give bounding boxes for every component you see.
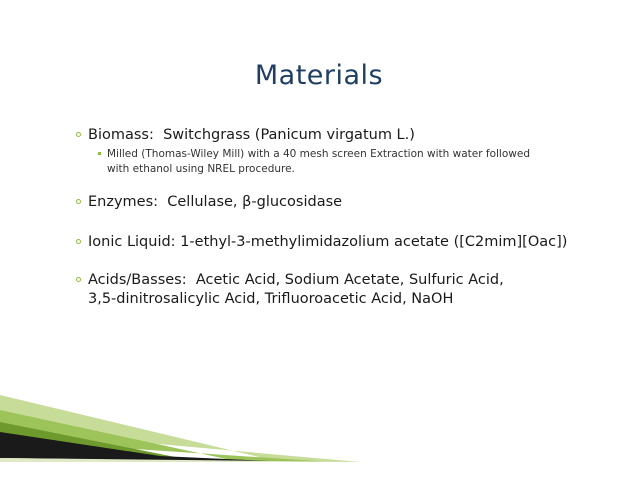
- bullet-text-line-2: 3,5-dinitrosalicylic Acid, Trifluoroacetic Acid, NaOH: [88, 291, 454, 307]
- bullet-circle-icon: [76, 132, 81, 137]
- sub-bullet-line-1: Milled (Thomas-Wiley Mill) with a 40 mesh screen Extraction with water followed: [107, 148, 530, 160]
- bullet-enzymes: [88, 193, 342, 212]
- bullet-text: Acetic Acid, Sodium Acetate, Sulfuric Acid,: [195, 272, 504, 288]
- sub-bullet-line-2: with ethanol using NREL procedure.: [107, 163, 295, 175]
- bullet-label: Acids/Basses:: [88, 272, 187, 288]
- bullet-label: Enzymes:: [88, 194, 159, 210]
- bullet-circle-icon: [76, 277, 81, 282]
- bullet-circle-icon: [76, 239, 81, 244]
- bullet-label: Biomass:: [88, 127, 154, 143]
- sub-bullet-square-icon: [98, 152, 101, 155]
- bullet-text: 1-ethyl-3-methylimidazolium acetate ([C2mim][Oac]): [180, 234, 568, 250]
- bullet-text: Switchgrass (Panicum virgatum L.): [163, 127, 415, 143]
- bullet-ionic-liquid: [88, 233, 567, 252]
- bullet-text: Cellulase, β-glucosidase: [167, 194, 343, 210]
- sub-bullet-milled: [107, 147, 530, 177]
- bullet-acids-bases: [88, 271, 504, 309]
- bullet-label: Ionic Liquid:: [88, 234, 176, 250]
- bullet-circle-icon: [76, 199, 81, 204]
- slide-title: Materials: [254, 60, 384, 91]
- bullet-biomass: [88, 126, 415, 145]
